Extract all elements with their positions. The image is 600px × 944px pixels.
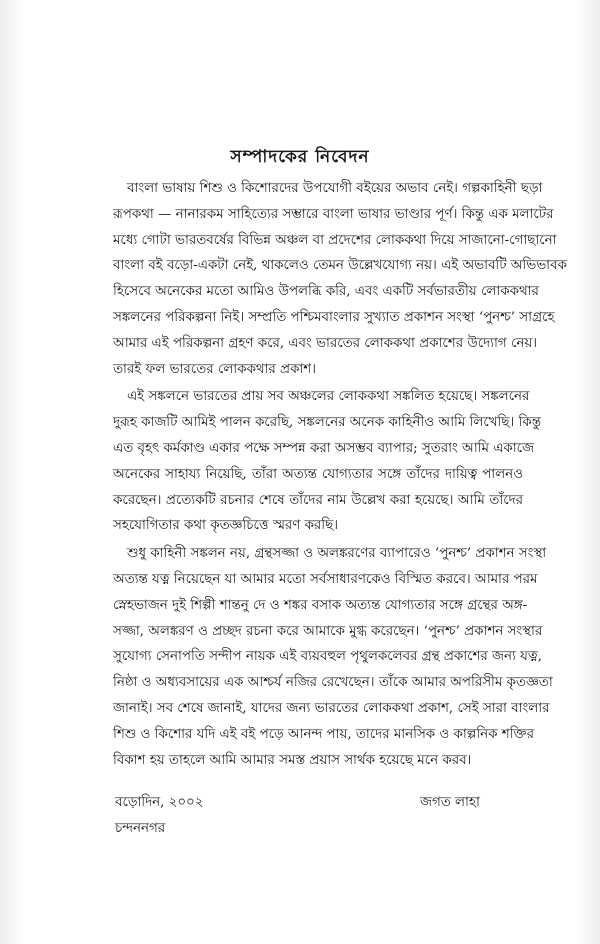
- footer-place: চন্দননগর: [115, 821, 166, 836]
- paragraph-line: বিকাশ হয় তাহলে আমি আমার সমস্ত প্রয়াস সার্থক হয়েছে মনে করব।: [113, 752, 472, 768]
- paragraph-line: তারই ফল ভারতের লোককথার প্রকাশ।: [113, 361, 316, 377]
- paragraph-line: বাংলা ভাষায় শিশু ও কিশোরদের উপযোগী বইয়ের অভাব নেই। গল্পকাহিনী ছড়া: [127, 181, 543, 196]
- paragraph-line: করেছেন। প্রত্যেকটি রচনার শেষে তাঁদের নাম উল্লেখ করা হয়েছে। আমি তাঁদের: [113, 492, 523, 508]
- paragraph-line: সজ্জা, অলঙ্করণ ও প্রচ্ছদ রচনা করে আমাকে মুগ্ধ করেছেন। ‘পুনশ্চ’ প্রকাশন সংস্থার: [113, 623, 543, 639]
- paragraph-line: শিশু ও কিশোর যদি এই বই পড়ে আনন্দ পায়, তাদের মানসিক ও কাল্পনিক শক্তির: [113, 726, 534, 742]
- footer-date: বড়োদিন, ২০০২: [115, 795, 204, 810]
- paragraph-line: স্নেহভাজন দুই শিল্পী শান্তনু দে ও শঙ্কর বসাক অত্যন্ত যোগ্যতার সঙ্গে গ্রন্থের অঙ্গ-: [113, 597, 528, 613]
- paragraph-line: সহযোগিতার কথা কৃতজ্ঞচিত্তে স্মরণ করছি।: [113, 518, 339, 534]
- paragraph-line: নিষ্ঠা ও অধ্যবসায়ের এক আশ্চর্য নজির রেখেছেন। তাঁকে আমার অপরিসীম কৃতজ্ঞতা: [113, 675, 553, 691]
- paragraph-line: দুরূহ কাজটি আমিই পালন করেছি, সঙ্কলনের অনেক কাহিনীও আমি লিখেছি। কিন্তু: [113, 415, 541, 431]
- paragraph-line: হিসেবে অনেকের মতো আমিও উপলব্ধি করি, এবং একটি সর্বভারতীয় লোককথার: [113, 284, 539, 300]
- paragraph-line: সুযোগ্য সেনাপতি সন্দীপ নায়ক এই ব্যয়বহুল পৃথুলকলেবর গ্রন্থ প্রকাশের জন্য যত্ন,: [113, 649, 542, 665]
- paragraph-line: মধ্যে গোটা ভারতবর্ষের বিভিন্ন অঞ্চল বা প্রদেশের লোককথা দিয়ে সাজানো-গোছানো: [113, 232, 557, 248]
- paragraph-line: জানাই। সব শেষে জানাই, যাদের জন্য ভারতের লোককথা প্রকাশ, সেই সারা বাংলার: [113, 700, 550, 716]
- paragraph-line: রূপকথা — নানারকম সাহিত্যের সম্ভারে বাংলা ভাষার ভাণ্ডার পূর্ণ। কিন্তু এক মলাটের: [113, 206, 554, 222]
- paragraph-line: অনেকের সাহায্য নিয়েছি, তাঁরা অত্যন্ত যোগ্যতার সঙ্গে তাঁদের দায়িত্ব পালনও: [113, 466, 523, 482]
- paragraph-line: এত বৃহৎ কর্মকাণ্ড একার পক্ষে সম্পন্ন করা অসম্ভব ব্যাপার; সুতরাং আমি একাজে: [113, 440, 534, 456]
- paragraph-line: শুধু কাহিনী সঙ্কলন নয়, গ্রন্থসজ্জা ও অলঙ্করণের ব্যাপারেও ‘পুনশ্চ’ প্রকাশন সংস্থা: [127, 546, 547, 562]
- paragraph-line: সঙ্কলনের পরিকল্পনা নিই। সম্প্রতি পশ্চিমবাংলার সুখ্যাত প্রকাশন সংস্থা ‘পুনশ্চ’ সাগ্রহে: [113, 309, 555, 325]
- paragraph-line: বাংলা বই বড়ো-একটা নেই, থাকলেও তেমন উল্লেখযোগ্য নয়। এই অভাবটি অভিভাবক: [113, 258, 567, 274]
- paragraph-line: অত্যন্ত যত্ন নিয়েছেন যা আমার মতো সর্বসাধারণকেও বিস্মিত করবে। আমার পরম: [113, 571, 538, 587]
- page-title: সম্পাদকের নিবেদন: [230, 147, 370, 167]
- footer-author: জগত লাহা: [420, 795, 480, 810]
- paragraph-line: এই সঙ্কলনে ভারতের প্রায় সব অঞ্চলের লোককথা সঙ্কলিত হয়েছে। সঙ্কলনের: [127, 389, 530, 405]
- paragraph-line: আমার এই পরিকল্পনা গ্রহণ করে, এবং ভারতের লোককথা প্রকাশের উদ্যোগ নেয়।: [113, 335, 538, 351]
- preface-body: [113, 176, 567, 773]
